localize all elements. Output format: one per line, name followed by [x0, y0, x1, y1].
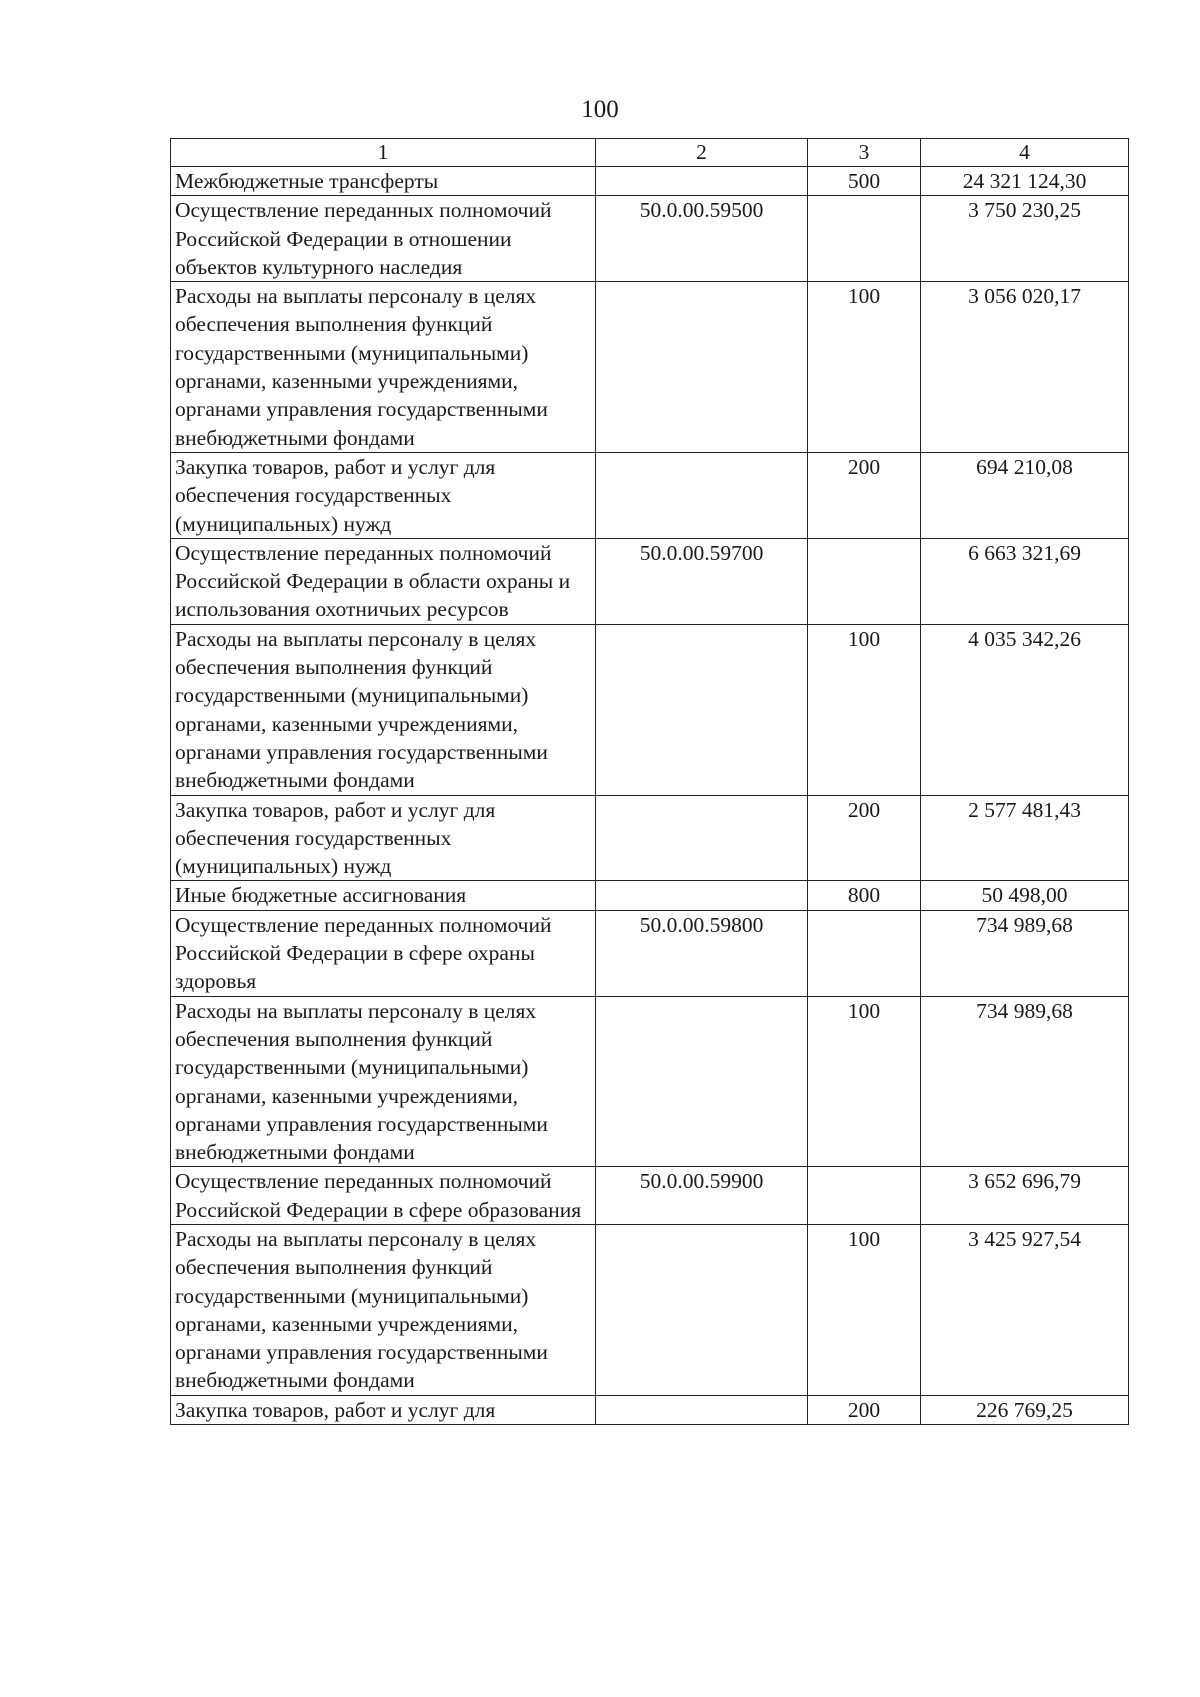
- row-name: Иные бюджетные ассигнования: [171, 881, 596, 910]
- row-name: Закупка товаров, работ и услуг для: [171, 1395, 596, 1424]
- row-code: 50.0.00.59800: [596, 910, 808, 996]
- row-type: 100: [808, 996, 921, 1167]
- row-type: 200: [808, 452, 921, 538]
- row-amount: 734 989,68: [921, 910, 1129, 996]
- row-name: Расходы на выплаты персоналу в целях обеспечения выполнения функций государственными (муниципальными) органами, казенными учреждениями, органами управления государственными внебюджетными фондами: [171, 996, 596, 1167]
- table-row: [171, 795, 1129, 881]
- budget-table: [170, 138, 1129, 1425]
- table-row: [171, 1224, 1129, 1395]
- row-amount: 2 577 481,43: [921, 795, 1129, 881]
- row-amount: 3 425 927,54: [921, 1224, 1129, 1395]
- column-header: 4: [921, 139, 1129, 167]
- row-type: 800: [808, 881, 921, 910]
- row-amount: 24 321 124,30: [921, 167, 1129, 196]
- row-name: Осуществление переданных полномочий Российской Федерации в сфере охраны здоровья: [171, 910, 596, 996]
- row-type: [808, 1167, 921, 1225]
- table-row: [171, 452, 1129, 538]
- column-header: 3: [808, 139, 921, 167]
- row-amount: 3 652 696,79: [921, 1167, 1129, 1225]
- row-name: Расходы на выплаты персоналу в целях обеспечения выполнения функций государственными (муниципальными) органами, казенными учреждениями, органами управления государственными внебюджетными фондами: [171, 282, 596, 453]
- row-amount: 694 210,08: [921, 452, 1129, 538]
- row-code: 50.0.00.59700: [596, 538, 808, 624]
- row-name: Осуществление переданных полномочий Российской Федерации в сфере образования: [171, 1167, 596, 1225]
- row-type: 200: [808, 795, 921, 881]
- table-row: [171, 996, 1129, 1167]
- row-type: [808, 538, 921, 624]
- table-row: [171, 538, 1129, 624]
- table-row: [171, 282, 1129, 453]
- row-code: [596, 795, 808, 881]
- row-type: 100: [808, 624, 921, 795]
- row-code: 50.0.00.59900: [596, 1167, 808, 1225]
- row-amount: 50 498,00: [921, 881, 1129, 910]
- row-code: [596, 1224, 808, 1395]
- column-header: 2: [596, 139, 808, 167]
- table-row: [171, 910, 1129, 996]
- page-number: 100: [581, 96, 619, 123]
- row-amount: 4 035 342,26: [921, 624, 1129, 795]
- row-code: [596, 881, 808, 910]
- row-name: Закупка товаров, работ и услуг для обеспечения государственных (муниципальных) нужд: [171, 452, 596, 538]
- row-name: Расходы на выплаты персоналу в целях обеспечения выполнения функций государственными (муниципальными) органами, казенными учреждениями, органами управления государственными внебюджетными фондами: [171, 624, 596, 795]
- row-type: 200: [808, 1395, 921, 1424]
- row-amount: 226 769,25: [921, 1395, 1129, 1424]
- row-amount: 734 989,68: [921, 996, 1129, 1167]
- row-code: [596, 167, 808, 196]
- row-name: Межбюджетные трансферты: [171, 167, 596, 196]
- row-type: [808, 910, 921, 996]
- row-code: [596, 1395, 808, 1424]
- row-code: 50.0.00.59500: [596, 196, 808, 282]
- row-type: 500: [808, 167, 921, 196]
- table-row: [171, 881, 1129, 910]
- row-type: [808, 196, 921, 282]
- row-code: [596, 282, 808, 453]
- table-row: [171, 196, 1129, 282]
- row-name: Осуществление переданных полномочий Российской Федерации в отношении объектов культурного наследия: [171, 196, 596, 282]
- table-row: [171, 1395, 1129, 1424]
- row-code: [596, 452, 808, 538]
- table-row: [171, 1167, 1129, 1225]
- row-amount: 3 750 230,25: [921, 196, 1129, 282]
- row-amount: 3 056 020,17: [921, 282, 1129, 453]
- row-type: 100: [808, 282, 921, 453]
- row-code: [596, 624, 808, 795]
- table-header-row: [171, 139, 1129, 167]
- row-name: Закупка товаров, работ и услуг для обеспечения государственных (муниципальных) нужд: [171, 795, 596, 881]
- row-amount: 6 663 321,69: [921, 538, 1129, 624]
- table-row: [171, 624, 1129, 795]
- row-name: Осуществление переданных полномочий Российской Федерации в области охраны и использования охотничьих ресурсов: [171, 538, 596, 624]
- column-header: 1: [171, 139, 596, 167]
- row-type: 100: [808, 1224, 921, 1395]
- table-row: [171, 167, 1129, 196]
- row-name: Расходы на выплаты персоналу в целях обеспечения выполнения функций государственными (муниципальными) органами, казенными учреждениями, органами управления государственными внебюджетными фондами: [171, 1224, 596, 1395]
- row-code: [596, 996, 808, 1167]
